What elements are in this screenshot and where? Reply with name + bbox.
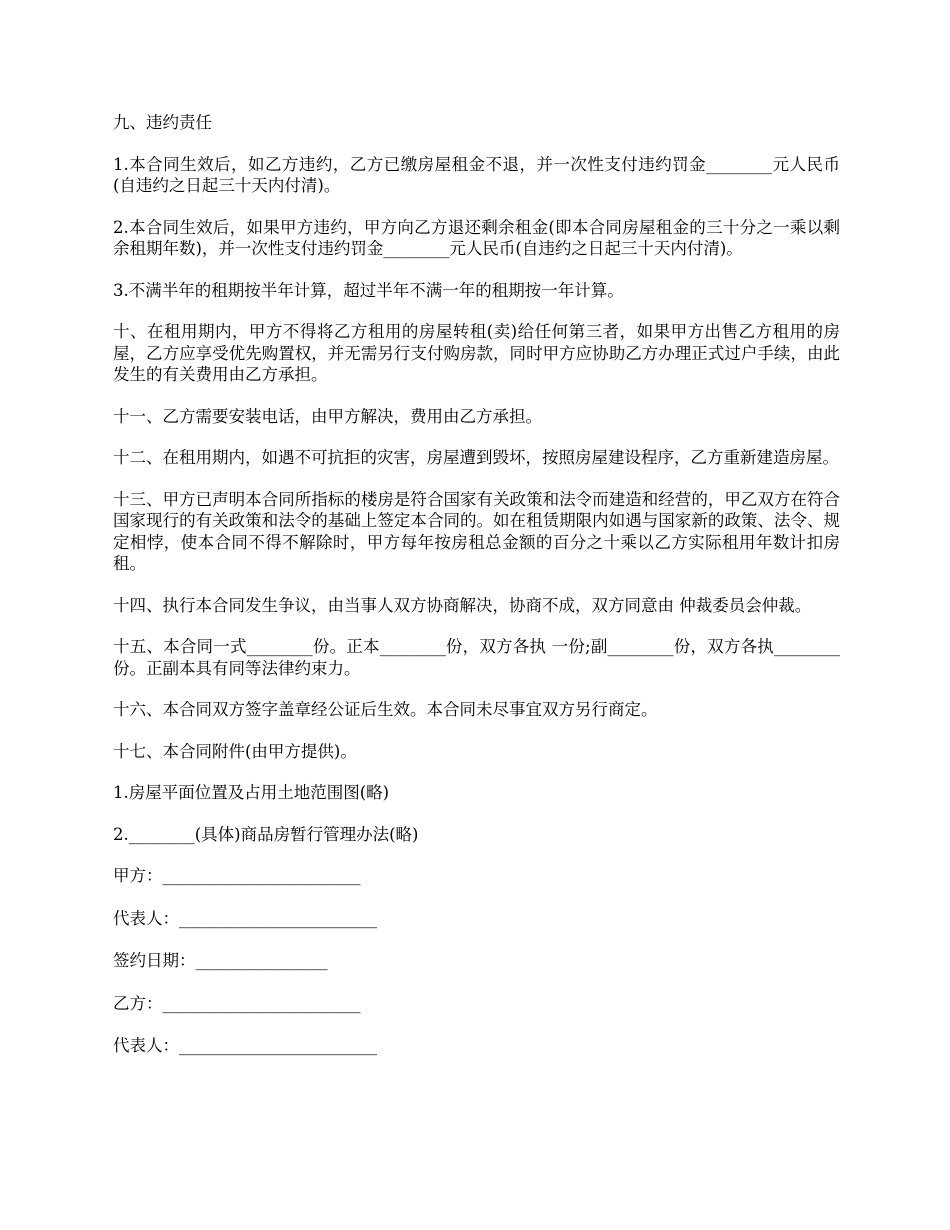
- clause-9-3: 3.不满半年的租期按半年计算，超过半年不满一年的租期按一年计算。: [113, 280, 624, 300]
- party-a-signature-line: 甲方：________________________: [113, 866, 361, 885]
- clause-9-1: 1.本合同生效后，如乙方违约，乙方已缴房屋租金不退，并一次性支付违约罚金________元人民币(自违约之日起三十天内付清)。: [113, 154, 840, 195]
- section-heading-breach: 九、违约责任: [113, 113, 212, 132]
- signing-date-line: 签约日期：________________: [113, 951, 328, 970]
- party-b-representative-line: 代表人：________________________: [113, 1036, 377, 1055]
- attachment-1: 1.房屋平面位置及占用土地范围图(略): [113, 783, 390, 802]
- clause-16: 十六、本合同双方签字盖章经公证后生效。本合同未尽事宜双方另行商定。: [113, 700, 658, 719]
- clause-14: 十四、执行本合同发生争议，由当事人双方协商解决，协商不成，双方同意由 仲裁委员会仲裁。: [113, 595, 812, 615]
- clause-12: 十二、在租用期内，如遇不可抗拒的灾害，房屋遭到毁坏，按照房屋建设程序，乙方重新建造房屋。: [113, 448, 839, 467]
- party-b-signature-line: 乙方：________________________: [113, 993, 361, 1013]
- clause-15: 十五、本合同一式________份。正本________份，双方各执 一份;副________份，双方各执________份。正副本具有同等法律约束力。: [113, 637, 840, 678]
- clause-11: 十一、乙方需要安装电话，由甲方解决，费用由乙方承担。: [113, 406, 542, 426]
- party-a-representative-line: 代表人：________________________: [113, 908, 377, 928]
- attachment-2: 2.________(具体)商品房暂行管理办法(略): [113, 824, 419, 844]
- clause-9-2: 2.本合同生效后，如果甲方违约，甲方向乙方退还剩余租金(即本合同房屋租金的三十分之一乘以剩余租期年数)，并一次性支付违约罚金________元人民币(自违约之日起三十天内付清)。: [113, 217, 840, 258]
- clause-10: 十、在租用期内，甲方不得将乙方租用的房屋转租(卖)给任何第三者，如果甲方出售乙方租用的房屋，乙方应享受优先购置权，并无需另行支付购房款，同时甲方应协助乙方办理正式过户手续，由此发生的有关费用由乙方承担。: [113, 322, 840, 384]
- clause-17: 十七、本合同附件(由甲方提供)。: [113, 741, 357, 761]
- clause-13: 十三、甲方已声明本合同所指标的楼房是符合国家有关政策和法令而建造和经营的，甲乙双方在符合国家现行的有关政策和法令的基础上签定本合同的。如在租赁期限内如遇与国家新的政策、法令、规定相悖，使本合同不得不解除时，甲方每年按房租总金额的百分之十乘以乙方实际租用年数计扣房租。: [113, 489, 840, 573]
- document-page: [113, 112, 840, 1078]
